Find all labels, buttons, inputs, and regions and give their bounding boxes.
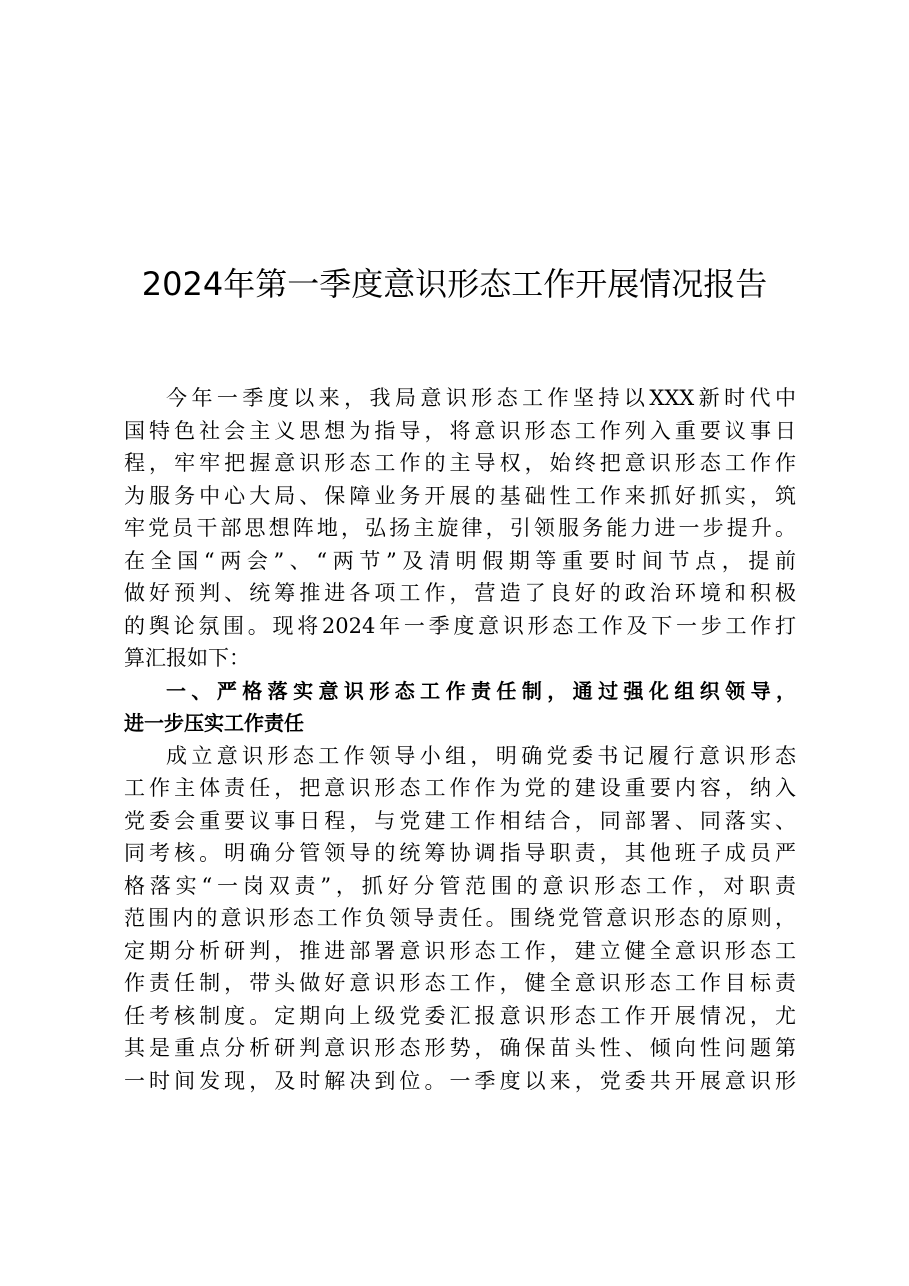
- paragraph-line: 的舆论氛围。现将2024年一季度意识形态工作及下一步工作打: [124, 613, 796, 638]
- paragraph-line: 国特色社会主义思想为指导，将意识形态工作列入重要议事日: [124, 418, 796, 443]
- paragraph-line: 做好预判、统筹推进各项工作，营造了良好的政治环境和积极: [124, 581, 796, 605]
- body-text: [124, 382, 796, 1097]
- paragraph-line: 在全国“两会”、“两节”及清明假期等重要时间节点，提前: [124, 548, 796, 573]
- paragraph-line: 一时间发现，及时解决到位。一季度以来，党委共开展意识形: [124, 1068, 796, 1093]
- paragraph-line: 作责任制，带头做好意识形态工作，健全意识形态工作目标责: [124, 971, 796, 995]
- paragraph-line: 定期分析研判，推进部署意识形态工作，建立健全意识形态工: [124, 938, 796, 963]
- paragraph-line: 为服务中心大局、保障业务开展的基础性工作来抓好抓实，筑: [124, 483, 796, 508]
- paragraph-line: 同考核。明确分管领导的统筹协调指导职责，其他班子成员严: [124, 841, 796, 865]
- paragraph-line: 算汇报如下：: [124, 646, 250, 670]
- paragraph-line: 范围内的意识形态工作负领导责任。围绕党管意识形态的原则，: [124, 906, 796, 930]
- paragraph-line: 程，牢牢把握意识形态工作的主导权，始终把意识形态工作作: [124, 451, 796, 475]
- section-heading: 一、严格落实意识形态工作责任制，通过强化组织领导，: [166, 678, 796, 703]
- paragraph-line: 其是重点分析研判意识形态形势，确保苗头性、倾向性问题第: [124, 1036, 796, 1060]
- section-heading: 进一步压实工作责任: [124, 711, 304, 735]
- paragraph-line: 党委会重要议事日程，与党建工作相结合，同部署、同落实、: [124, 808, 796, 833]
- paragraph-line: 格落实“一岗双责”，抓好分管范围的意识形态工作，对职责: [124, 873, 796, 898]
- paragraph-line: 工作主体责任，把意识形态工作作为党的建设重要内容，纳入: [124, 776, 796, 800]
- document-title: 2024年第一季度意识形态工作开展情况报告: [141, 265, 768, 303]
- paragraph-line: 成立意识形态工作领导小组，明确党委书记履行意识形态: [166, 743, 796, 768]
- paragraph-line: 任考核制度。定期向上级党委汇报意识形态工作开展情况，尤: [124, 1003, 796, 1028]
- paragraph-line: 今年一季度以来，我局意识形态工作坚持以XXX新时代中: [166, 386, 796, 410]
- paragraph-line: 牢党员干部思想阵地，弘扬主旋律，引领服务能力进一步提升。: [124, 516, 796, 540]
